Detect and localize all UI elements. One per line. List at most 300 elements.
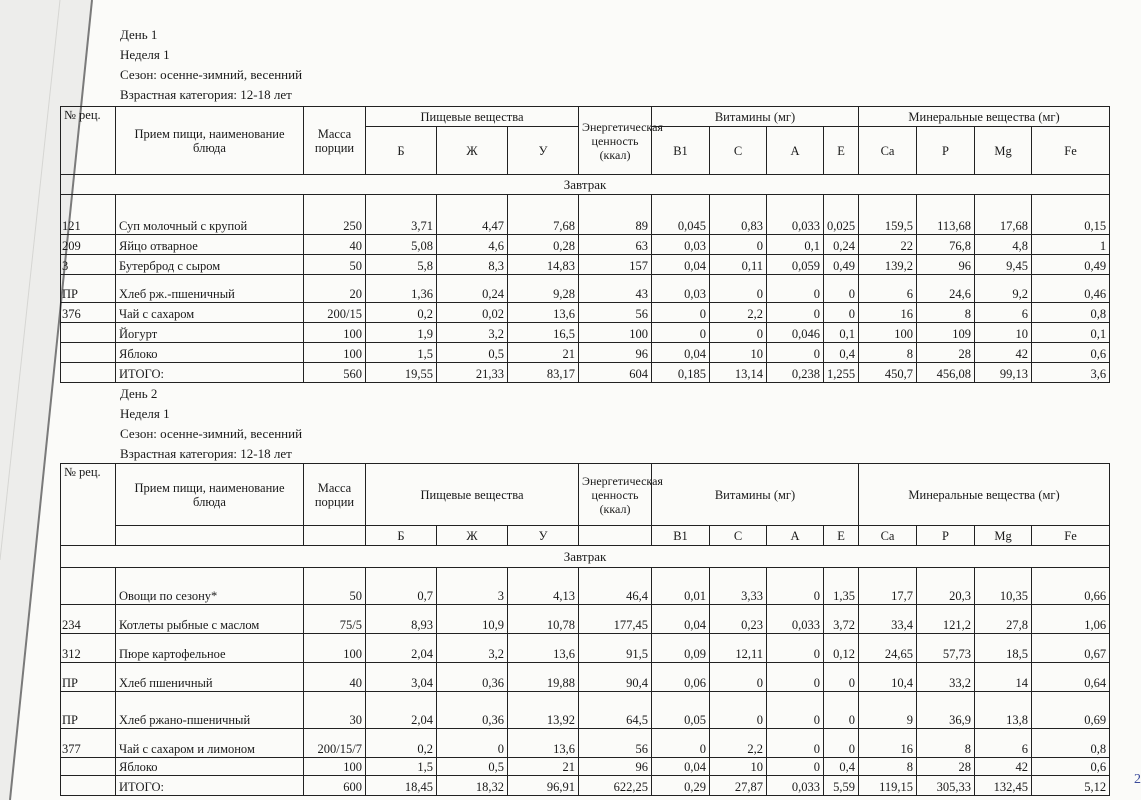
cell-b1: 0,01 [652, 568, 710, 605]
cell-mg: 4,8 [975, 235, 1032, 255]
cell-code [61, 776, 116, 796]
cell-mass: 560 [304, 363, 366, 383]
cell-ca: 17,7 [859, 568, 917, 605]
cell-ca: 9 [859, 692, 917, 729]
cell-kcal: 157 [579, 255, 652, 275]
cell-code [61, 758, 116, 776]
cell-b: 0,2 [366, 303, 437, 323]
cell-p: 113,68 [917, 195, 975, 235]
cell-ca: 8 [859, 343, 917, 363]
cell-c: 0 [710, 275, 767, 303]
cell-fe: 5,12 [1032, 776, 1110, 796]
cell-u: 13,6 [508, 729, 579, 758]
table-row [61, 692, 1110, 729]
cell-mass: 50 [304, 568, 366, 605]
col-vitamins: Витамины (мг) [652, 464, 859, 526]
cell-mg: 27,8 [975, 605, 1032, 634]
total-row [61, 776, 1110, 796]
cell-p: 57,73 [917, 634, 975, 663]
cell-ca: 139,2 [859, 255, 917, 275]
cell-e: 0,025 [824, 195, 859, 235]
cell-fe: 1 [1032, 235, 1110, 255]
cell-b1: 0 [652, 303, 710, 323]
col-dish: Прием пищи, наименование блюда [116, 464, 304, 526]
cell-b: 2,04 [366, 634, 437, 663]
cell-zh: 3,2 [437, 634, 508, 663]
cell-zh: 0,24 [437, 275, 508, 303]
cell-kcal: 177,45 [579, 605, 652, 634]
cell-kcal: 56 [579, 303, 652, 323]
table-row [61, 303, 1110, 323]
cell-zh: 21,33 [437, 363, 508, 383]
cell-a: 0 [767, 634, 824, 663]
col-vitamins: Витамины (мг) [652, 107, 859, 127]
table-row [61, 343, 1110, 363]
col-u: У [508, 526, 579, 546]
cell-kcal: 96 [579, 343, 652, 363]
cell-b: 5,08 [366, 235, 437, 255]
cell-mg: 10 [975, 323, 1032, 343]
table-row [61, 195, 1110, 235]
col-zh: Ж [437, 526, 508, 546]
week-label: Неделя 1 [120, 406, 170, 421]
cell-e: 0 [824, 729, 859, 758]
cell-b1: 0,04 [652, 343, 710, 363]
col-energy: Энергетическая ценность (ккал) [579, 464, 652, 526]
cell-u: 19,88 [508, 663, 579, 692]
cell-fe: 1,06 [1032, 605, 1110, 634]
col-energy-empty [579, 526, 652, 546]
cell-b: 19,55 [366, 363, 437, 383]
cell-a: 0 [767, 275, 824, 303]
cell-code: 377 [61, 729, 116, 758]
cell-ca: 450,7 [859, 363, 917, 383]
cell-p: 24,6 [917, 275, 975, 303]
age-category-label: Взрастная категория: 12-18 лет [120, 446, 292, 461]
cell-ca: 6 [859, 275, 917, 303]
day-label: День 2 [120, 386, 158, 401]
cell-zh: 3,2 [437, 323, 508, 343]
day2-meta [120, 384, 302, 464]
cell-name: ИТОГО: [116, 776, 304, 796]
cell-u: 13,6 [508, 634, 579, 663]
cell-mg: 10,35 [975, 568, 1032, 605]
cell-fe: 0,49 [1032, 255, 1110, 275]
col-fe: Fe [1032, 127, 1110, 175]
cell-a: 0,033 [767, 776, 824, 796]
cell-kcal: 46,4 [579, 568, 652, 605]
day2-menu-table [60, 463, 1110, 796]
cell-code [61, 323, 116, 343]
table-row [61, 605, 1110, 634]
cell-e: 0,24 [824, 235, 859, 255]
col-a: A [767, 526, 824, 546]
cell-kcal: 63 [579, 235, 652, 255]
cell-code: ПР [61, 275, 116, 303]
cell-mass: 100 [304, 343, 366, 363]
cell-c: 0 [710, 692, 767, 729]
cell-zh: 4,6 [437, 235, 508, 255]
col-e: E [824, 526, 859, 546]
cell-fe: 0,15 [1032, 195, 1110, 235]
cell-b: 1,9 [366, 323, 437, 343]
cell-ca: 159,5 [859, 195, 917, 235]
cell-mass: 40 [304, 235, 366, 255]
cell-b: 1,36 [366, 275, 437, 303]
col-mass-empty [304, 526, 366, 546]
cell-e: 0 [824, 275, 859, 303]
cell-code: ПР [61, 692, 116, 729]
col-p: P [917, 127, 975, 175]
cell-a: 0,238 [767, 363, 824, 383]
col-b: Б [366, 127, 437, 175]
col-dish-empty [116, 526, 304, 546]
cell-ca: 8 [859, 758, 917, 776]
cell-ca: 24,65 [859, 634, 917, 663]
total-row [61, 363, 1110, 383]
col-b: Б [366, 526, 437, 546]
cell-u: 14,83 [508, 255, 579, 275]
cell-mg: 132,45 [975, 776, 1032, 796]
cell-mg: 42 [975, 343, 1032, 363]
col-a: A [767, 127, 824, 175]
cell-b: 0,7 [366, 568, 437, 605]
cell-fe: 0,6 [1032, 758, 1110, 776]
cell-kcal: 56 [579, 729, 652, 758]
col-rec: № рец. [61, 107, 116, 175]
cell-c: 27,87 [710, 776, 767, 796]
cell-mg: 6 [975, 729, 1032, 758]
cell-code: 209 [61, 235, 116, 255]
cell-ca: 22 [859, 235, 917, 255]
cell-mg: 9,45 [975, 255, 1032, 275]
cell-a: 0,059 [767, 255, 824, 275]
cell-e: 0,4 [824, 758, 859, 776]
table-row [61, 275, 1110, 303]
col-ca: Ca [859, 127, 917, 175]
cell-code: 234 [61, 605, 116, 634]
cell-u: 7,68 [508, 195, 579, 235]
cell-kcal: 96 [579, 758, 652, 776]
cell-c: 0,23 [710, 605, 767, 634]
cell-p: 109 [917, 323, 975, 343]
cell-u: 13,6 [508, 303, 579, 323]
cell-fe: 0,64 [1032, 663, 1110, 692]
cell-kcal: 604 [579, 363, 652, 383]
cell-kcal: 90,4 [579, 663, 652, 692]
col-u: У [508, 127, 579, 175]
cell-b1: 0,05 [652, 692, 710, 729]
col-energy: Энергетическая ценность (ккал) [579, 107, 652, 175]
cell-e: 0 [824, 692, 859, 729]
cell-b1: 0 [652, 323, 710, 343]
cell-mass: 200/15/7 [304, 729, 366, 758]
col-mg: Mg [975, 526, 1032, 546]
col-minerals: Минеральные вещества (мг) [859, 464, 1110, 526]
cell-fe: 0,6 [1032, 343, 1110, 363]
cell-c: 3,33 [710, 568, 767, 605]
cell-a: 0,033 [767, 195, 824, 235]
cell-p: 8 [917, 729, 975, 758]
cell-fe: 0,8 [1032, 303, 1110, 323]
table-row [61, 729, 1110, 758]
col-ca: Ca [859, 526, 917, 546]
cell-ca: 119,15 [859, 776, 917, 796]
cell-b1: 0,03 [652, 275, 710, 303]
cell-name: Йогурт [116, 323, 304, 343]
cell-kcal: 64,5 [579, 692, 652, 729]
cell-c: 0 [710, 323, 767, 343]
cell-mass: 75/5 [304, 605, 366, 634]
cell-c: 10 [710, 758, 767, 776]
cell-zh: 0,36 [437, 663, 508, 692]
cell-a: 0 [767, 343, 824, 363]
meal-section-title: Завтрак [61, 546, 1110, 568]
cell-ca: 16 [859, 729, 917, 758]
cell-u: 0,28 [508, 235, 579, 255]
cell-p: 36,9 [917, 692, 975, 729]
col-p: P [917, 526, 975, 546]
cell-zh: 10,9 [437, 605, 508, 634]
cell-name: Суп молочный с крупой [116, 195, 304, 235]
cell-mass: 100 [304, 758, 366, 776]
cell-e: 3,72 [824, 605, 859, 634]
cell-b1: 0,04 [652, 605, 710, 634]
cell-p: 96 [917, 255, 975, 275]
cell-a: 0 [767, 663, 824, 692]
cell-b1: 0,04 [652, 255, 710, 275]
cell-mg: 14 [975, 663, 1032, 692]
cell-fe: 0,1 [1032, 323, 1110, 343]
table-row [61, 255, 1110, 275]
cell-a: 0,1 [767, 235, 824, 255]
cell-b: 2,04 [366, 692, 437, 729]
cell-mg: 42 [975, 758, 1032, 776]
cell-b1: 0,045 [652, 195, 710, 235]
cell-u: 4,13 [508, 568, 579, 605]
cell-name: Чай с сахаром [116, 303, 304, 323]
cell-code: 376 [61, 303, 116, 323]
week-label: Неделя 1 [120, 47, 170, 62]
cell-code: 121 [61, 195, 116, 235]
col-nutrients: Пищевые вещества [366, 107, 579, 127]
col-b1: B1 [652, 526, 710, 546]
col-fe: Fe [1032, 526, 1110, 546]
cell-ca: 100 [859, 323, 917, 343]
meal-section-title: Завтрак [61, 175, 1110, 195]
cell-u: 13,92 [508, 692, 579, 729]
col-dish: Прием пищи, наименование блюда [116, 107, 304, 175]
cell-c: 13,14 [710, 363, 767, 383]
cell-a: 0,033 [767, 605, 824, 634]
cell-b1: 0,03 [652, 235, 710, 255]
cell-b: 3,04 [366, 663, 437, 692]
cell-p: 28 [917, 758, 975, 776]
cell-u: 83,17 [508, 363, 579, 383]
cell-b: 1,5 [366, 343, 437, 363]
cell-zh: 0,5 [437, 758, 508, 776]
cell-mg: 17,68 [975, 195, 1032, 235]
cell-p: 33,2 [917, 663, 975, 692]
cell-name: Хлеб пшеничный [116, 663, 304, 692]
cell-ca: 16 [859, 303, 917, 323]
cell-a: 0 [767, 758, 824, 776]
cell-b: 5,8 [366, 255, 437, 275]
cell-e: 0,49 [824, 255, 859, 275]
cell-e: 5,59 [824, 776, 859, 796]
cell-name: Котлеты рыбные с маслом [116, 605, 304, 634]
day1-meta [120, 25, 302, 105]
cell-mass: 100 [304, 323, 366, 343]
cell-fe: 0,69 [1032, 692, 1110, 729]
day1-menu-table [60, 106, 1110, 383]
cell-e: 0 [824, 663, 859, 692]
cell-b: 18,45 [366, 776, 437, 796]
cell-mg: 99,13 [975, 363, 1032, 383]
col-mass: Масса порции [304, 464, 366, 526]
cell-code [61, 343, 116, 363]
col-mg: Mg [975, 127, 1032, 175]
cell-kcal: 100 [579, 323, 652, 343]
cell-fe: 3,6 [1032, 363, 1110, 383]
col-rec: № рец. [61, 464, 116, 546]
cell-b: 8,93 [366, 605, 437, 634]
col-nutrients: Пищевые вещества [366, 464, 579, 526]
cell-b: 3,71 [366, 195, 437, 235]
cell-a: 0,046 [767, 323, 824, 343]
cell-p: 76,8 [917, 235, 975, 255]
cell-zh: 0,36 [437, 692, 508, 729]
cell-b1: 0,185 [652, 363, 710, 383]
cell-name: Яйцо отварное [116, 235, 304, 255]
cell-c: 10 [710, 343, 767, 363]
day-label: День 1 [120, 27, 158, 42]
col-minerals: Минеральные вещества (мг) [859, 107, 1110, 127]
cell-c: 2,2 [710, 303, 767, 323]
col-c: C [710, 526, 767, 546]
cell-p: 456,08 [917, 363, 975, 383]
cell-fe: 0,66 [1032, 568, 1110, 605]
cell-b: 1,5 [366, 758, 437, 776]
cell-e: 0,1 [824, 323, 859, 343]
cell-zh: 0 [437, 729, 508, 758]
cell-zh: 18,32 [437, 776, 508, 796]
cell-fe: 0,67 [1032, 634, 1110, 663]
cell-mg: 6 [975, 303, 1032, 323]
cell-kcal: 622,25 [579, 776, 652, 796]
cell-name: Хлеб рж.-пшеничный [116, 275, 304, 303]
cell-e: 1,35 [824, 568, 859, 605]
table-row [61, 323, 1110, 343]
cell-mass: 40 [304, 663, 366, 692]
cell-name: Пюре картофельное [116, 634, 304, 663]
cell-code [61, 568, 116, 605]
cell-mass: 600 [304, 776, 366, 796]
season-label: Сезон: осенне-зимний, весенний [120, 67, 303, 82]
table-row [61, 663, 1110, 692]
cell-a: 0 [767, 303, 824, 323]
cell-e: 0 [824, 303, 859, 323]
cell-name: ИТОГО: [116, 363, 304, 383]
cell-c: 0 [710, 235, 767, 255]
cell-name: Овощи по сезону* [116, 568, 304, 605]
cell-kcal: 43 [579, 275, 652, 303]
cell-a: 0 [767, 692, 824, 729]
cell-a: 0 [767, 568, 824, 605]
cell-b: 0,2 [366, 729, 437, 758]
col-c: C [710, 127, 767, 175]
cell-mass: 50 [304, 255, 366, 275]
table-row [61, 235, 1110, 255]
cell-p: 8 [917, 303, 975, 323]
age-category-label: Взрастная категория: 12-18 лет [120, 87, 292, 102]
cell-zh: 0,02 [437, 303, 508, 323]
cell-e: 0,4 [824, 343, 859, 363]
cell-mass: 20 [304, 275, 366, 303]
table-row [61, 568, 1110, 605]
cell-mass: 250 [304, 195, 366, 235]
cell-u: 16,5 [508, 323, 579, 343]
cell-c: 2,2 [710, 729, 767, 758]
cell-mass: 100 [304, 634, 366, 663]
cell-mg: 13,8 [975, 692, 1032, 729]
season-label: Сезон: осенне-зимний, весенний [120, 426, 303, 441]
cell-c: 0,11 [710, 255, 767, 275]
day1-rows [61, 195, 1110, 383]
col-e: E [824, 127, 859, 175]
cell-b1: 0,09 [652, 634, 710, 663]
table-row [61, 758, 1110, 776]
cell-code: 3 [61, 255, 116, 275]
cell-code: 312 [61, 634, 116, 663]
cell-code: ПР [61, 663, 116, 692]
cell-u: 9,28 [508, 275, 579, 303]
cell-p: 121,2 [917, 605, 975, 634]
cell-b1: 0,04 [652, 758, 710, 776]
cell-c: 12,11 [710, 634, 767, 663]
cell-p: 305,33 [917, 776, 975, 796]
cell-name: Чай с сахаром и лимоном [116, 729, 304, 758]
cell-mg: 9,2 [975, 275, 1032, 303]
cell-zh: 8,3 [437, 255, 508, 275]
cell-ca: 10,4 [859, 663, 917, 692]
cell-u: 21 [508, 343, 579, 363]
cell-code [61, 363, 116, 383]
cell-b1: 0,29 [652, 776, 710, 796]
cell-name: Яблоко [116, 758, 304, 776]
cell-kcal: 91,5 [579, 634, 652, 663]
cell-mass: 200/15 [304, 303, 366, 323]
cell-e: 0,12 [824, 634, 859, 663]
col-zh: Ж [437, 127, 508, 175]
cell-mass: 30 [304, 692, 366, 729]
cell-u: 21 [508, 758, 579, 776]
cell-p: 28 [917, 343, 975, 363]
cell-fe: 0,46 [1032, 275, 1110, 303]
cell-b1: 0,06 [652, 663, 710, 692]
page-mark: 2 [1134, 772, 1141, 787]
cell-e: 1,255 [824, 363, 859, 383]
cell-name: Хлеб ржано-пшеничный [116, 692, 304, 729]
cell-a: 0 [767, 729, 824, 758]
col-mass: Масса порции [304, 107, 366, 175]
cell-c: 0,83 [710, 195, 767, 235]
cell-zh: 4,47 [437, 195, 508, 235]
day2-rows [61, 568, 1110, 796]
cell-b1: 0 [652, 729, 710, 758]
cell-mg: 18,5 [975, 634, 1032, 663]
cell-p: 20,3 [917, 568, 975, 605]
